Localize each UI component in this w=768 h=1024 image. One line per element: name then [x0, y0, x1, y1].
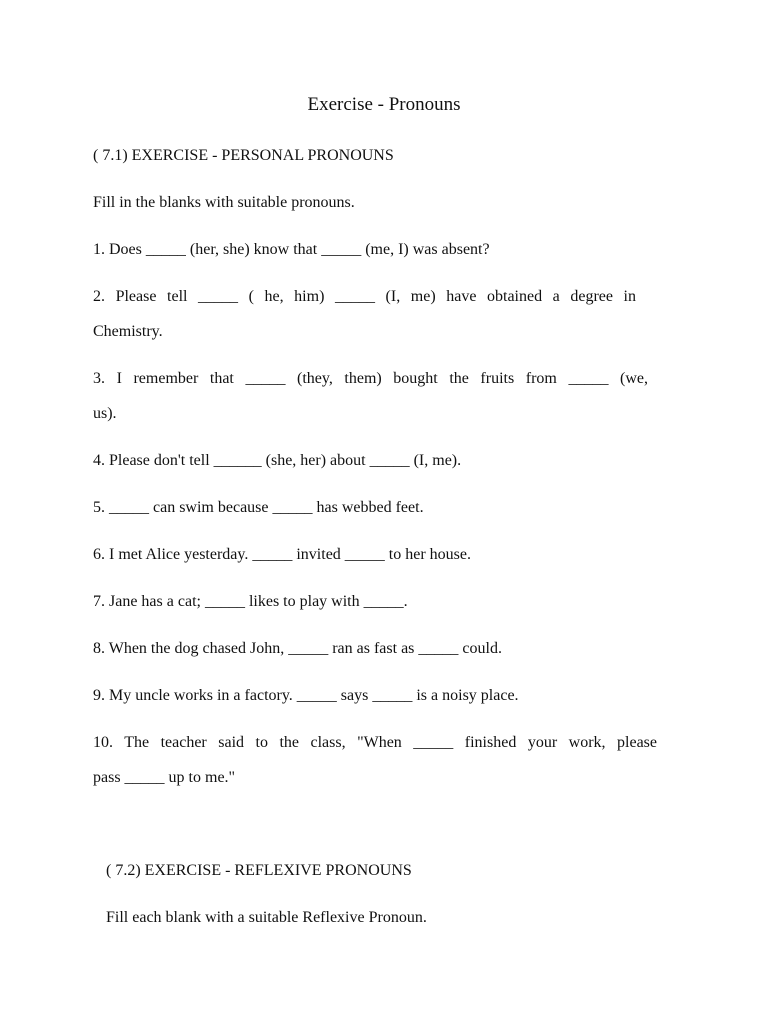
exercise-item-3-continued: us).: [93, 405, 117, 422]
exercise-item-1: 1. Does _____ (her, she) know that _____ (me, I) was absent?: [93, 241, 490, 258]
exercise-item-7: 7. Jane has a cat; _____ likes to play with _____.: [93, 593, 408, 610]
instruction-personal-pronouns: Fill in the blanks with suitable pronouns.: [93, 194, 355, 211]
exercise-item-10: 10. The teacher said to the class, "When _____ finished your work, please: [93, 734, 657, 751]
exercise-item-10-continued: pass _____ up to me.": [93, 769, 236, 786]
page-title: Exercise - Pronouns: [307, 94, 461, 115]
exercise-item-3: 3. I remember that _____ (they, them) bought the fruits from _____ (we,: [93, 370, 648, 387]
exercise-item-8: 8. When the dog chased John, _____ ran as fast as _____ could.: [93, 640, 502, 657]
exercise-item-4: 4. Please don't tell ______ (she, her) about _____ (I, me).: [93, 452, 462, 469]
section-heading-personal-pronouns: ( 7.1) EXERCISE - PERSONAL PRONOUNS: [93, 147, 394, 164]
exercise-item-9: 9. My uncle works in a factory. _____ says _____ is a noisy place.: [93, 687, 519, 704]
exercise-item-2: 2. Please tell _____ ( he, him) _____ (I, me) have obtained a degree in: [93, 288, 636, 305]
instruction-reflexive-pronouns: Fill each blank with a suitable Reflexive Pronoun.: [106, 909, 427, 926]
exercise-item-5: 5. _____ can swim because _____ has webbed feet.: [93, 499, 424, 516]
exercise-item-6: 6. I met Alice yesterday. _____ invited _____ to her house.: [93, 546, 471, 563]
exercise-item-2-continued: Chemistry.: [93, 323, 163, 340]
section-heading-reflexive-pronouns: ( 7.2) EXERCISE - REFLEXIVE PRONOUNS: [106, 862, 412, 879]
